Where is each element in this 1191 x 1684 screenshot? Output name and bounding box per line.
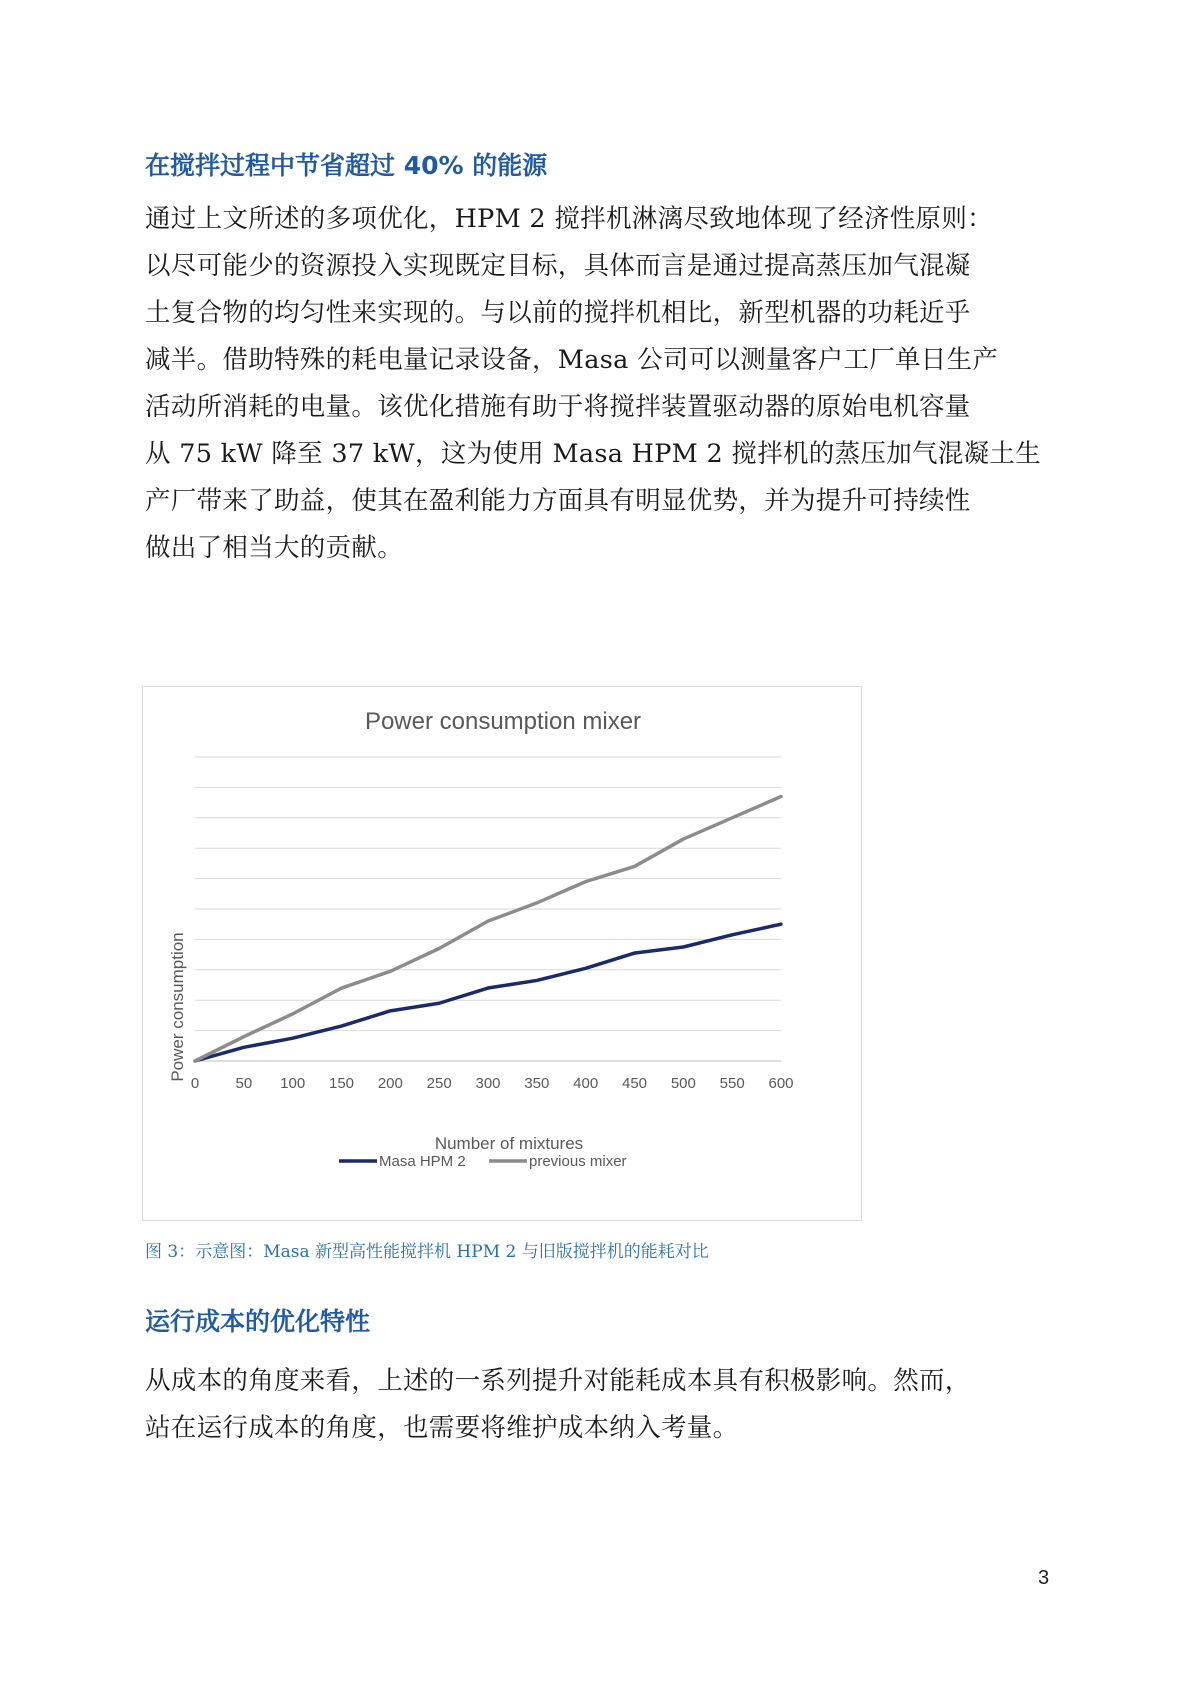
text-line: 从 75 kW 降至 37 kW，这为使用 Masa HPM 2 搅拌机的蒸压加气混凝土生 — [145, 439, 1042, 469]
text-line: 从成本的角度来看，上述的一系列提升对能耗成本具有积极影响。然而， — [145, 1366, 971, 1396]
x-tick-label: 500 — [670, 1075, 696, 1092]
text-line: 活动所消耗的电量。该优化措施有助于将搅拌装置驱动器的原始电机容量 — [145, 392, 971, 422]
figure-caption: 图 3：示意图：Masa 新型高性能搅拌机 HPM 2 与旧版搅拌机的能耗对比 — [145, 1242, 709, 1262]
x-tick-label: 150 — [328, 1075, 355, 1092]
x-tick-label: 550 — [719, 1075, 745, 1092]
x-axis-label: Number of mixtures — [434, 1134, 584, 1153]
section-heading-energy: 在搅拌过程中节省超过 40% 的能源 — [145, 151, 548, 180]
chart-canvas — [143, 687, 863, 1222]
x-tick-label: 300 — [475, 1075, 501, 1092]
x-tick-label: 0 — [190, 1075, 200, 1092]
power-consumption-chart — [142, 686, 862, 1221]
series-line — [195, 924, 781, 1061]
page-number: 3 — [1038, 1567, 1050, 1589]
text-line: 做出了相当大的贡献。 — [145, 533, 404, 563]
text-line: 以尽可能少的资源投入实现既定目标，具体而言是通过提高蒸压加气混凝 — [145, 251, 971, 281]
text-line: 站在运行成本的角度，也需要将维护成本纳入考量。 — [145, 1413, 739, 1443]
x-tick-label: 450 — [621, 1075, 648, 1092]
y-axis-label: Power consumption — [168, 932, 187, 1082]
paragraph-operating-cost — [145, 1358, 1055, 1452]
series-line — [195, 797, 781, 1061]
x-tick-label: 600 — [768, 1075, 794, 1092]
x-tick-label: 250 — [426, 1075, 452, 1092]
x-tick-label: 400 — [573, 1075, 599, 1092]
x-tick-label: 200 — [377, 1075, 403, 1092]
x-tick-label: 350 — [524, 1075, 550, 1092]
legend-label: Masa HPM 2 — [379, 1153, 466, 1170]
legend-label: previous mixer — [529, 1153, 627, 1170]
text-line: 通过上文所述的多项优化，HPM 2 搅拌机淋漓尽致地体现了经济性原则： — [145, 204, 993, 234]
paragraph-energy — [145, 196, 1055, 572]
text-line: 土复合物的均匀性来实现的。与以前的搅拌机相比，新型机器的功耗近乎 — [145, 298, 971, 328]
text-line: 产厂带来了助益，使其在盈利能力方面具有明显优势，并为提升可持续性 — [145, 486, 971, 516]
chart-title: Power consumption mixer — [364, 708, 642, 735]
text-line: 减半。借助特殊的耗电量记录设备，Masa 公司可以测量客户工厂单日生产 — [145, 345, 999, 375]
x-tick-label: 100 — [280, 1075, 306, 1092]
section-heading-operating-cost: 运行成本的优化特性 — [145, 1307, 371, 1336]
x-tick-label: 50 — [235, 1075, 253, 1092]
